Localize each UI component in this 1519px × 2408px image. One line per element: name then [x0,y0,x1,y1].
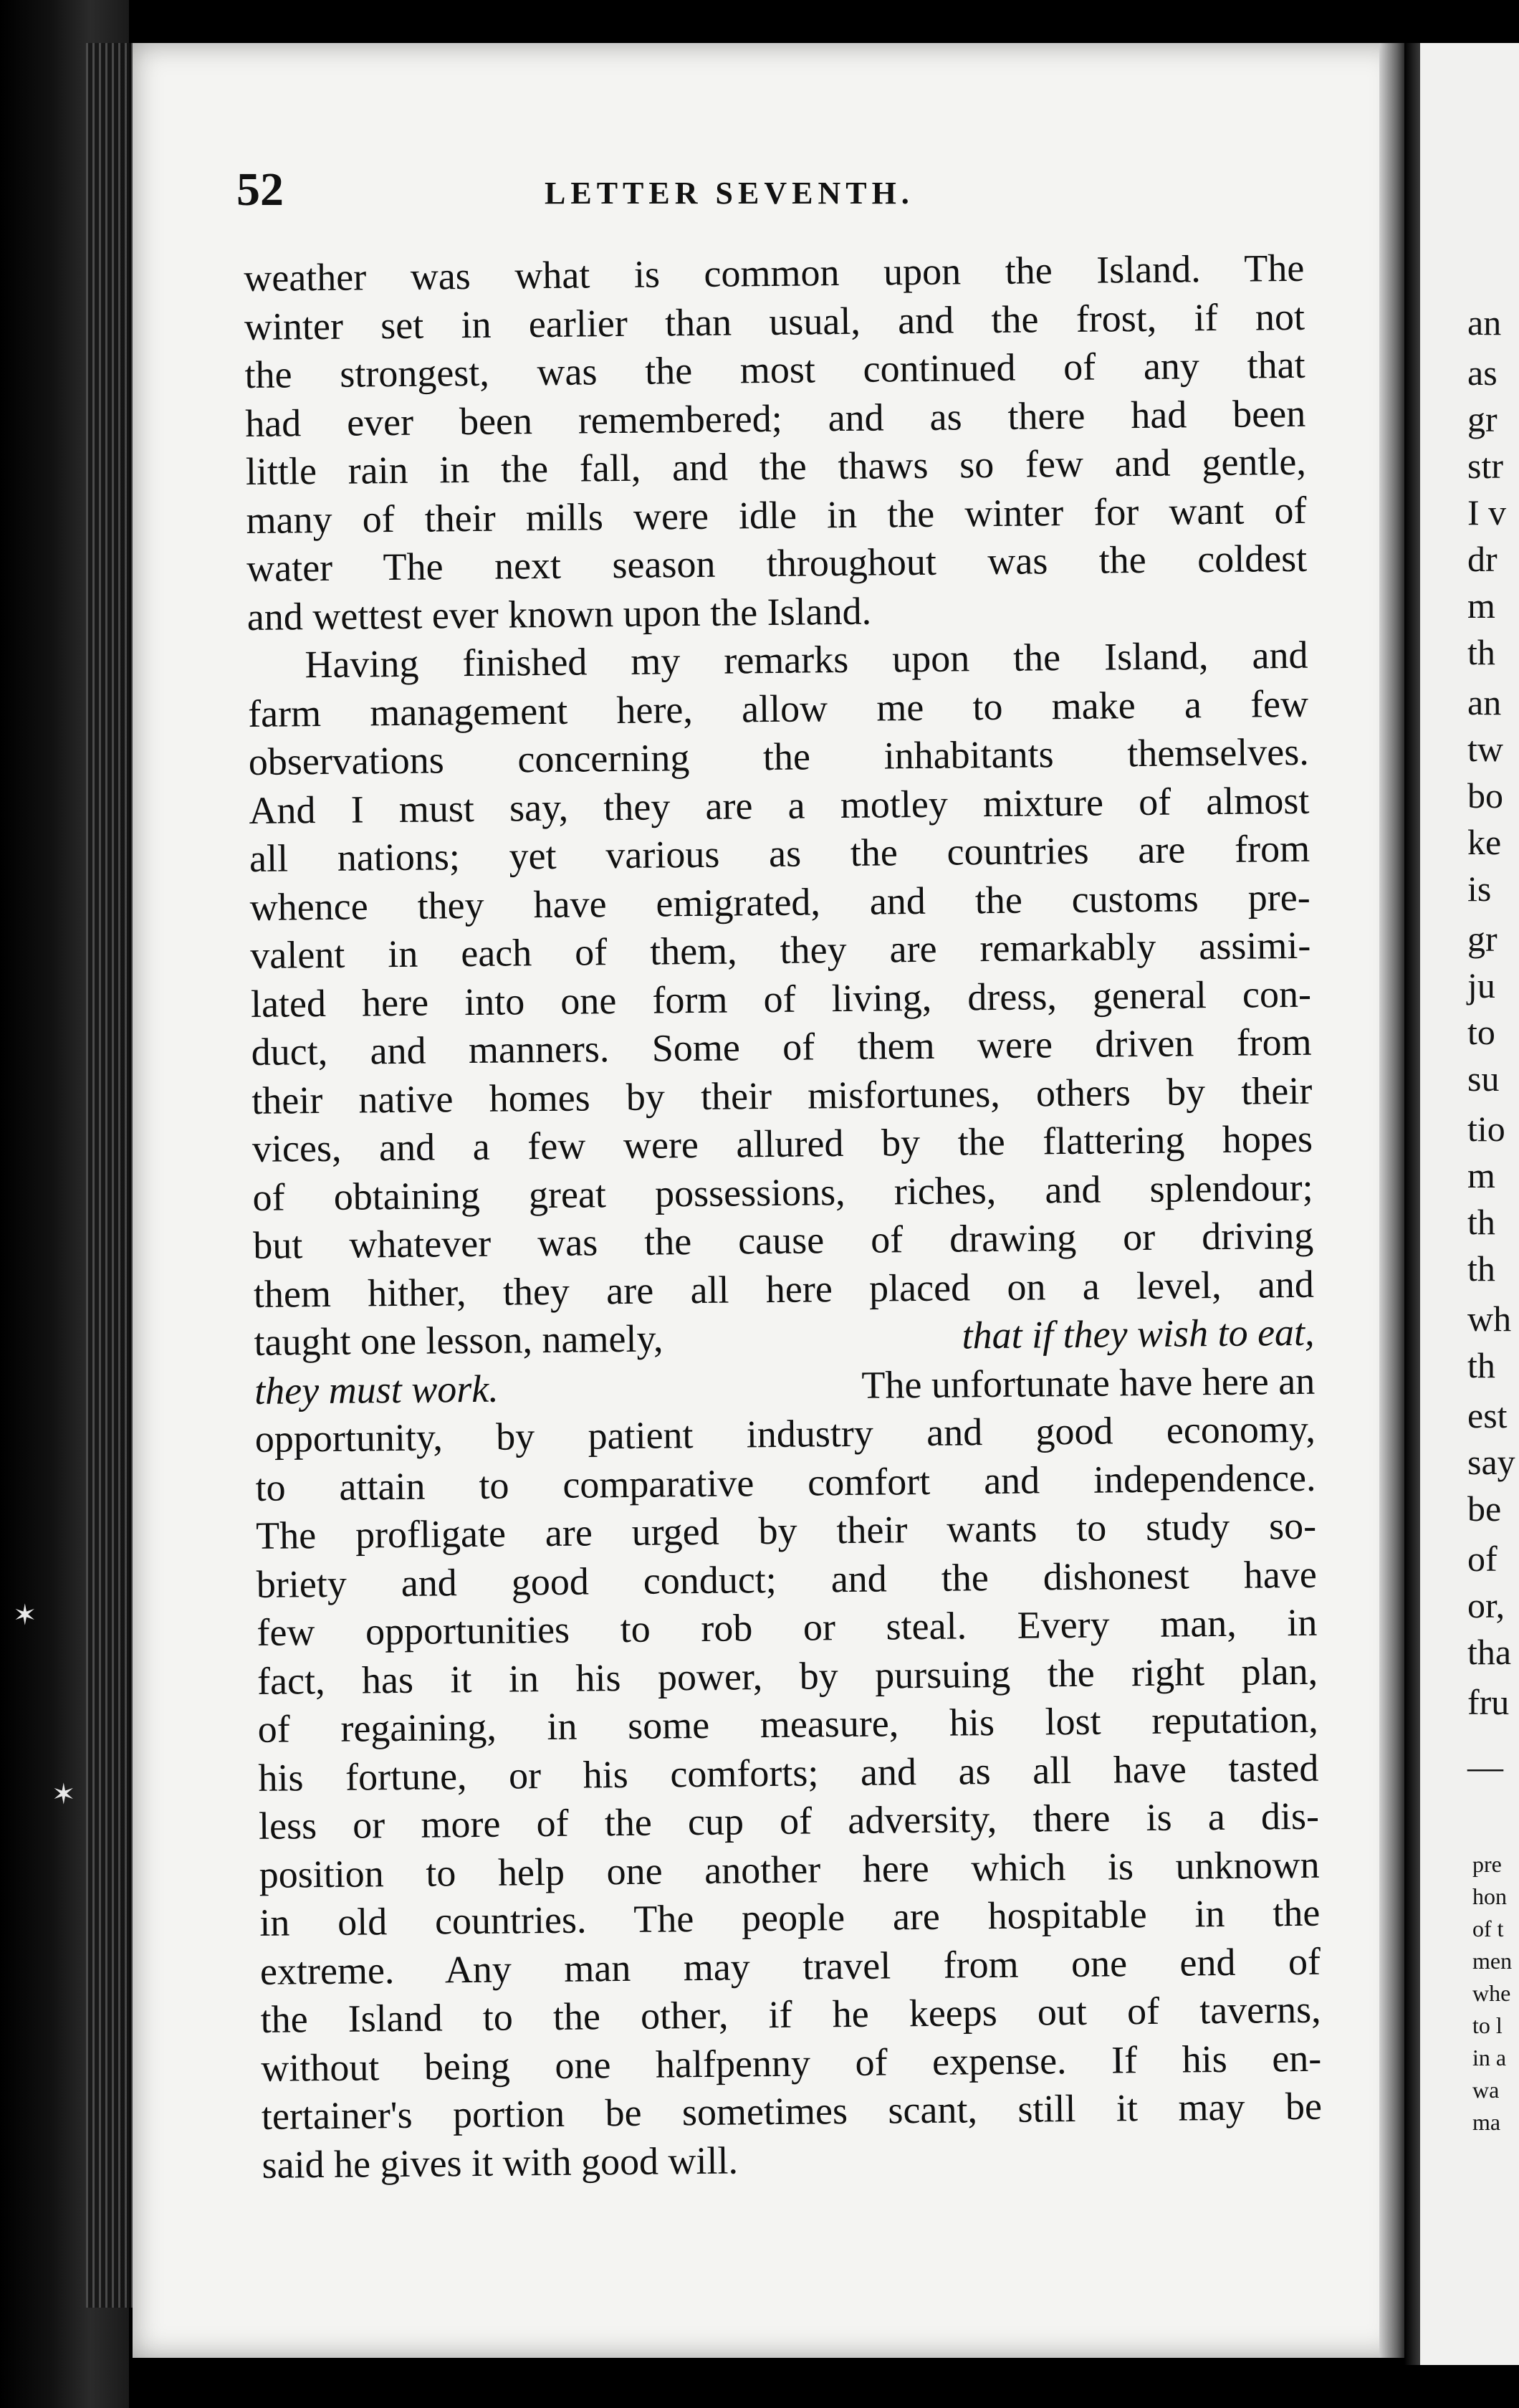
footnote-fragment: hon [1472,1883,1507,1909]
text-line: them hither, they are all here placed on a level, and [253,1262,1315,1316]
text-line: fact, has it in his power, by pursuing the right plan, [257,1649,1318,1703]
fragment-text: m [1467,586,1495,626]
text-line: briety and good conduct; and the dishonest have [256,1552,1318,1606]
fragment-text: th [1467,1345,1495,1385]
text-line: had ever been remembered; and as there had been [244,391,1306,445]
text-segment: taught one lesson, namely, [254,1317,663,1364]
text-line: farm management here, allow me to make a few [247,682,1309,735]
fragment-text: str [1467,446,1503,486]
text-line: without being one halfpenny of expense. If his en- [261,2036,1322,2090]
text-line: less or more of the cup of adversity, there is a dis- [258,1794,1320,1848]
text-line: many of their mills were idle in the winter for want of [246,488,1307,542]
fragment-text: an [1467,682,1502,722]
running-head: LETTER SEVENTH. [545,176,914,211]
fragment-text: be [1467,1489,1502,1529]
text-line: their native homes by their misfortunes, others by their [251,1069,1313,1122]
fragment-text: th [1467,632,1495,672]
text-line: whence they have emigrated, and the customs pre- [249,875,1310,929]
page-fold-edge [1379,43,1408,2358]
fragment-text: an [1467,302,1502,343]
text-line: said he gives it with good will. [262,2139,739,2187]
italic-phrase: they must work. [254,1367,499,1413]
fragment-text: m [1467,1155,1495,1195]
body-text [244,244,1323,2189]
footnote-fragment: men [1472,1948,1513,1974]
text-line: weather was what is common upon the Island. The [244,246,1305,300]
fragment-text: th [1467,1248,1495,1289]
footnote-fragment: pre [1472,1851,1502,1877]
text-line: winter set in earlier than usual, and the frost, if not [244,295,1305,348]
text-line: And I must say, they are a motley mixture of almost [249,778,1310,832]
fragment-text: is [1467,869,1492,909]
text-line: and wettest ever known upon the Island. [246,589,872,639]
text-line: lated here into one form of living, dress, general con- [250,972,1312,1026]
text-line: vices, and a few were allured by the flattering hopes [251,1117,1313,1170]
page-edges-stack [86,43,136,2308]
text-line: but whatever was the cause of drawing or driving [252,1213,1314,1267]
fragment-text: I v [1467,492,1507,532]
text-line: few opportunities to rob or steal. Every man, in [257,1600,1318,1654]
fragment-text: of [1467,1539,1498,1579]
fragment-text: ju [1467,965,1495,1005]
footnote-fragment: in a [1472,2045,1507,2070]
footnote-fragment: to l [1472,2012,1503,2038]
text-line: tertainer's portion be sometimes scant, still it may be [261,2084,1323,2138]
text-line: Having finished my remarks upon the Island, and [305,633,1308,687]
text-line: the Island to the other, if he keeps out of taverns, [260,1987,1321,2041]
text-line: all nations; yet various as the countries are from [249,826,1310,880]
fragment-text: tha [1467,1632,1512,1672]
text-line: of obtaining great possessions, riches, and splendour; [252,1165,1313,1219]
footnote-fragment: wa [1472,2077,1500,2103]
text-line: The profligate are urged by their wants to study so- [255,1504,1317,1557]
fragment-text: as [1467,353,1498,393]
fragment-text: dr [1467,539,1498,579]
text-line: water The next season throughout was the coldest [246,536,1308,590]
text-line: of regaining, in some measure, his lost reputation, [257,1697,1318,1751]
fragment-text: tw [1467,729,1503,769]
text-line: little rain in the fall, and the thaws so few and gentle, [245,439,1307,493]
text-line: duct, and manners. Some of them were driven from [251,1020,1312,1074]
fragment-text: tio [1467,1109,1505,1149]
adjacent-page-edge [1404,43,1420,2365]
text-line: in old countries. The people are hospitable in the [259,1891,1321,1944]
fragment-text: to [1467,1012,1495,1052]
text-line: the strongest, was the most continued of any that [244,343,1305,396]
fragment-text: fru [1467,1682,1510,1722]
binding-mark: ✶ [13,1599,37,1631]
text-line: observations concerning the inhabitants themselves. [248,730,1310,783]
binding-mark: ✶ [52,1778,76,1810]
text-line: opportunity, by patient industry and good economy, [254,1407,1316,1461]
footnote-fragment: whe [1472,1980,1511,2006]
fragment-text: wh [1467,1299,1512,1339]
fragment-text: or, [1467,1585,1505,1625]
text-line: valent in each of them, they are remarkably assimi- [250,923,1311,977]
text-line: extreme. Any man may travel from one end of [259,1939,1321,1993]
fragment-text: th [1467,1202,1495,1242]
text-line: position to help one another here which is unknown [259,1843,1320,1896]
fragment-text: su [1467,1059,1500,1099]
footnote-fragment: ma [1472,2109,1501,2135]
footnote-fragment: of t [1472,1916,1504,1941]
fragment-text: ke [1467,822,1502,862]
text-line: to attain to comparative comfort and independence. [255,1456,1316,1509]
fragment-text: bo [1467,775,1503,816]
fragment-text: gr [1467,399,1498,439]
page-number: 52 [236,163,284,216]
text-segment: The unfortunate have here an [861,1359,1316,1407]
italic-phrase: that if they wish to eat, [962,1310,1315,1357]
text-line: his fortune, or his comforts; and as all have tasted [258,1746,1319,1800]
fragment-text: est [1467,1395,1508,1435]
footnote-rule: — [1467,1747,1503,1787]
fragment-text: gr [1467,919,1498,959]
fragment-text: say [1467,1442,1515,1482]
